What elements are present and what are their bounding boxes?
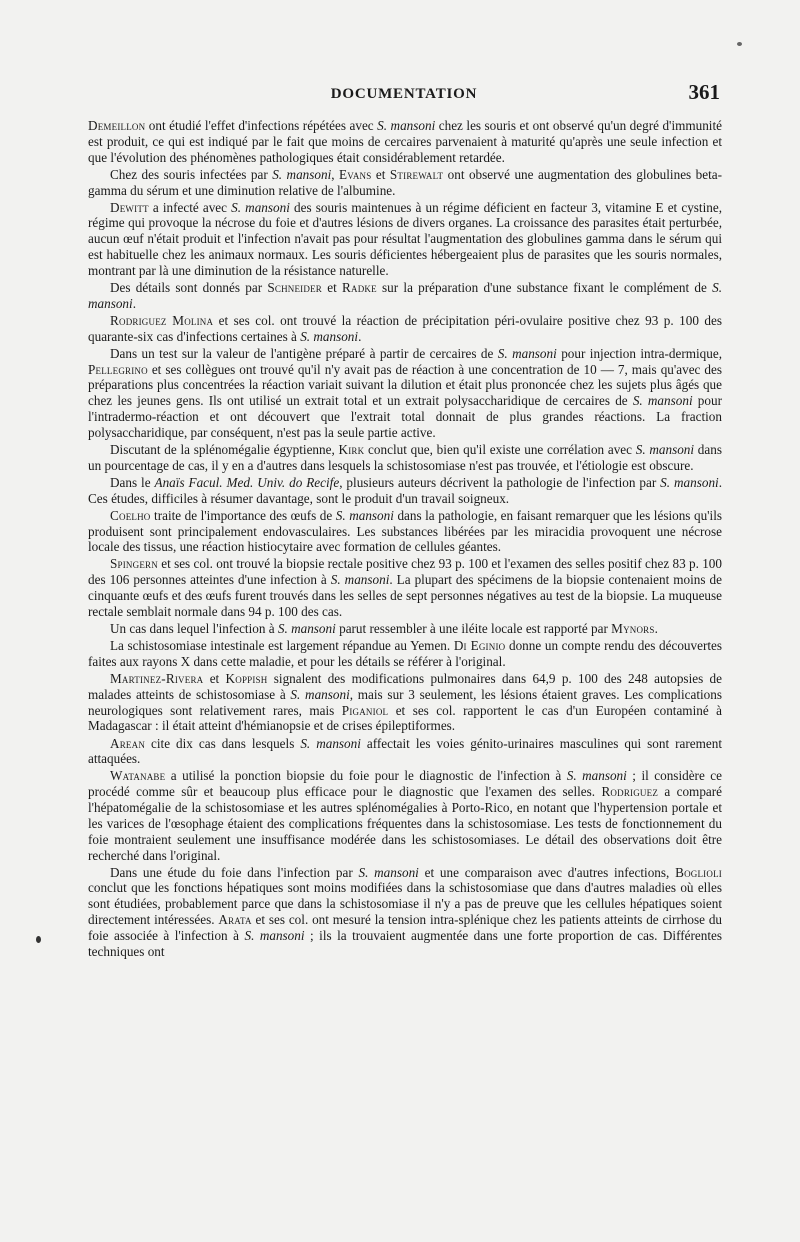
text-run: sur la préparation d'une substance fixant le complément de: [376, 280, 713, 295]
text-run: Dans un test sur la valeur de l'antigène préparé à partir de cercaires de: [110, 345, 498, 361]
text-run: dans un pourcentage de cas, il y en a d'autres dans lesquels la schistosomiase n'est pas trouvée, et l'étiologie est obscure.: [88, 442, 722, 473]
text-run: a utilisé la ponction biopsie du foie pour le diagnostic de l'infection à: [165, 768, 567, 784]
text-run: .: [654, 621, 658, 637]
author-name: Spingern: [110, 556, 158, 572]
text-run: et ses col. ont trouvé la biopsie rectale positive chez 93 p. 100 et l'examen des selles positif chez 83 p. 100 des 106 personnes atteintes d'une infection à: [88, 556, 722, 588]
paragraph-p7: [88, 442, 722, 474]
text-run: ont étudié l'effet d'infections répétées avec: [145, 118, 378, 133]
author-name: Pellegrino: [88, 361, 148, 377]
author-name: Boglioli: [675, 864, 722, 880]
author-name: Martinez-Rivera: [110, 670, 204, 686]
text-run: et: [371, 166, 390, 182]
text-run: ; ils la trouvaient augmentée dans une forte proportion de cas. Différentes techniques ont: [88, 928, 722, 959]
author-name: Stirewalt: [389, 166, 444, 182]
text-run: Chez des souris infectées par: [110, 166, 273, 182]
text-run: Discutant de la splénomégalie égyptienne,: [110, 442, 339, 457]
italic-term: S. mansoni: [300, 735, 361, 751]
text-run: et ses col. ont trouvé la réaction de précipitation péri-ovulaire positive chez 93 p. 100 des quarante-six cas d'infections certaines à: [88, 312, 722, 344]
text-run: ,: [331, 166, 340, 182]
paragraph-p8: [88, 475, 722, 507]
paragraph-p11: [88, 621, 722, 637]
text-run: .: [132, 295, 136, 311]
text-run: , plusieurs auteurs décrivent la pathologie de l'infection par: [339, 474, 661, 490]
text-run: et: [321, 280, 342, 295]
paragraph-p1: [88, 118, 722, 166]
author-name: Koppish: [225, 670, 268, 686]
paragraph-p14: [88, 736, 722, 768]
paragraph-p13: [88, 671, 722, 734]
text-run: cite dix cas dans lesquels: [145, 735, 301, 751]
text-run: et ses col. ont mesuré la tension intra-splénique chez les patients atteints de cirrhose du foie associée à l'infection à: [88, 912, 723, 943]
italic-term: S. mansoni: [300, 328, 359, 344]
italic-term: S. mansoni: [330, 572, 390, 588]
author-name: Dewitt: [110, 199, 149, 215]
paragraph-p2: [88, 167, 722, 199]
text-run: et ses col. rapportent le cas d'un Européen contaminé à Madagascar : il était atteint d'hémianopsie et de crises épileptiformes.: [88, 702, 722, 734]
text-run: . Ces études, difficiles à résumer davantage, sont le produit d'un travail soigneux.: [88, 474, 723, 506]
italic-term: S. mansoni: [660, 474, 719, 490]
text-run: Dans une étude du foie dans l'infection par: [110, 864, 359, 880]
author-name: Di Eginio: [453, 638, 506, 654]
running-title: DOCUMENTATION: [330, 86, 478, 102]
body-text: [88, 118, 722, 961]
text-run: parut ressembler à une iléite locale est rapporté par: [335, 621, 612, 637]
italic-term: S. mansoni: [497, 345, 557, 361]
text-run: affectait les voies génito-urinaires masculines qui sont rarement attaquées.: [88, 735, 722, 767]
italic-term: S. mansoni: [272, 166, 332, 182]
paragraph-p6: [88, 346, 722, 441]
text-run: pour l'intradermo-réaction et ont découvert que l'extrait total donnait de plus grandes réactions. La fraction polysaccharidique, par conséquent, n'est pas la seule partie active.: [88, 393, 722, 440]
text-run: donne un compte rendu des découvertes faites aux rayons X dans cette maladie, et pour les détails se référer à l'original.: [88, 638, 722, 669]
text-run: . La plupart des spécimens de la biopsie contenaient moins de cinquante œufs et des œufs furent trouvés dans les selles de sept personnes négatives au test de la biopsie. La muqueuse rectale semblait normale dans 94 p. 100 des cas.: [88, 572, 722, 619]
italic-term: S. mansoni: [635, 442, 695, 457]
text-run: pour injection intra-dermique,: [556, 345, 722, 361]
text-run: conclut que, bien qu'il existe une corrélation avec: [364, 442, 636, 457]
italic-term: S. mansoni: [88, 280, 722, 311]
author-name: Rodriguez Molina: [110, 312, 214, 328]
page-number: 361: [688, 80, 720, 104]
text-run: Dans le: [110, 474, 155, 490]
italic-term: S. mansoni: [358, 864, 419, 880]
text-run: et une comparaison avec d'autres infections,: [418, 864, 676, 880]
text-run: ; il considère ce procédé comme sûr et beaucoup plus efficace pour le diagnostic que l'examen des selles.: [88, 768, 722, 800]
text-run: chez les souris et ont observé qu'un degré d'immunité est produit, ce qui est indiqué par le fait que moins de cercaires parvenaient à maturité qu'après une seule infection et que l'évolution des phénomènes pathologiques était considérablement retardée.: [88, 118, 722, 165]
text-run: Un cas dans lequel l'infection à: [110, 621, 278, 637]
paragraph-p4: [88, 280, 722, 312]
text-run: conclut que les fonctions hépatiques sont moins modifiées dans la schistosomiase que dans d'autres maladies où elles sont étudiées, probablement parce que dans la schistosomiase il n'y a pas de preuve que les cellules hépatiques soient directement intéressées.: [88, 880, 722, 928]
text-run: et ses collègues ont trouvé qu'il n'y avait pas de réaction à une concentration de 10 — 7, mais qu'avec des préparations plus concentrées la réaction variait suivant la dilution et était plus prononcée chez les sujets plus âgés que chez les jeunes gens. Ils ont utilisé un extrait total et un extrait polysaccharidique de cercaires de: [88, 361, 722, 409]
author-name: Radke: [342, 280, 377, 295]
paragraph-p10: [88, 556, 722, 619]
scan-speck: [737, 42, 742, 46]
italic-term: S. mansoni: [231, 199, 290, 215]
paragraph-p5: [88, 313, 722, 345]
text-run: ont observé une augmentation des globulines beta-gamma du sérum et une diminution relative de l'albumine.: [88, 166, 722, 198]
author-name: Arean: [110, 735, 146, 751]
paragraph-p16: [88, 865, 722, 960]
italic-term: S. mansoni: [632, 393, 693, 409]
text-run: des souris maintenues à un régime déficient en facteur 3, vitamine E et cystine, régime qui provoque la nécrose du foie et d'autres lésions de divers organes. La croissance des parasites était perturbée, aucun œuf n'était produit et l'infection n'avait pas pour résultat l'augmentation des globulines gamma dans le sérum qui est habituelle chez les animaux normaux. Les souris déficientes hébergeaient plus de parasites que les souris normales, montrant par là une diminution de la résistance naturelle.: [88, 199, 722, 278]
author-name: Mynors: [611, 621, 655, 637]
italic-term: S. mansoni: [335, 507, 394, 523]
text-run: Des détails sont donnés par: [110, 280, 268, 295]
running-header: [88, 80, 720, 106]
author-name: Demeillon: [88, 118, 146, 133]
author-name: Watanabe: [110, 768, 166, 784]
text-run: La schistosomiase intestinale est largement répandue au Yemen.: [110, 638, 454, 654]
italic-term: S. mansoni: [277, 621, 336, 637]
author-name: Coelho: [110, 507, 151, 523]
italic-term: Anaïs Facul. Med. Univ. do Recife: [154, 474, 340, 490]
paragraph-p9: [88, 508, 722, 556]
text-run: .: [358, 328, 362, 344]
text-run: , mais sur 3 seulement, les lésions étaient graves. Les complications neurologiques sont relativement rares, mais: [88, 686, 722, 718]
paragraph-p3: [88, 200, 722, 279]
italic-term: S. mansoni: [566, 768, 627, 784]
text-run: et: [203, 670, 226, 686]
author-name: Piganiol: [341, 702, 389, 718]
author-name: Evans: [339, 166, 372, 182]
text-run: a comparé l'hépatomégalie de la schistosomiase et les autres splénomégalies à Porto-Rico, en notant que l'hypertension portale et les varices de l'œsophage étaient des complications fréquentes dans la schistosomiase. Les tests de fonctionnement du foie montraient seulement une insuffisance modérée dans les schistosomiases. Le détail des observations doit être recherché dans l'original.: [88, 784, 723, 863]
italic-term: S. mansoni: [290, 686, 350, 702]
scan-speck: [36, 936, 41, 943]
text-run: a infecté avec: [148, 199, 232, 215]
paragraph-p12: [88, 638, 722, 670]
text-run: signalent des modifications pulmonaires dans 64,9 p. 100 des 248 autopsies de malades atteints de schistosomiase à: [88, 670, 722, 702]
text-run: traite de l'importance des œufs de: [150, 507, 336, 523]
author-name: Kirk: [338, 442, 365, 457]
author-name: Arata: [218, 912, 252, 928]
paragraph-p15: [88, 768, 722, 863]
author-name: Rodriguez: [601, 784, 659, 800]
text-run: dans la pathologie, en faisant remarquer que les lésions qu'ils produisent sont principalement endovasculaires. Les substances libérées par les miracidia provoquent une nécrose locale des tissus, une réaction histiocytaire avec formation de cellules géantes.: [88, 507, 722, 555]
italic-term: S. mansoni: [244, 928, 305, 943]
italic-term: S. mansoni: [377, 118, 436, 133]
author-name: Schneider: [267, 280, 322, 295]
